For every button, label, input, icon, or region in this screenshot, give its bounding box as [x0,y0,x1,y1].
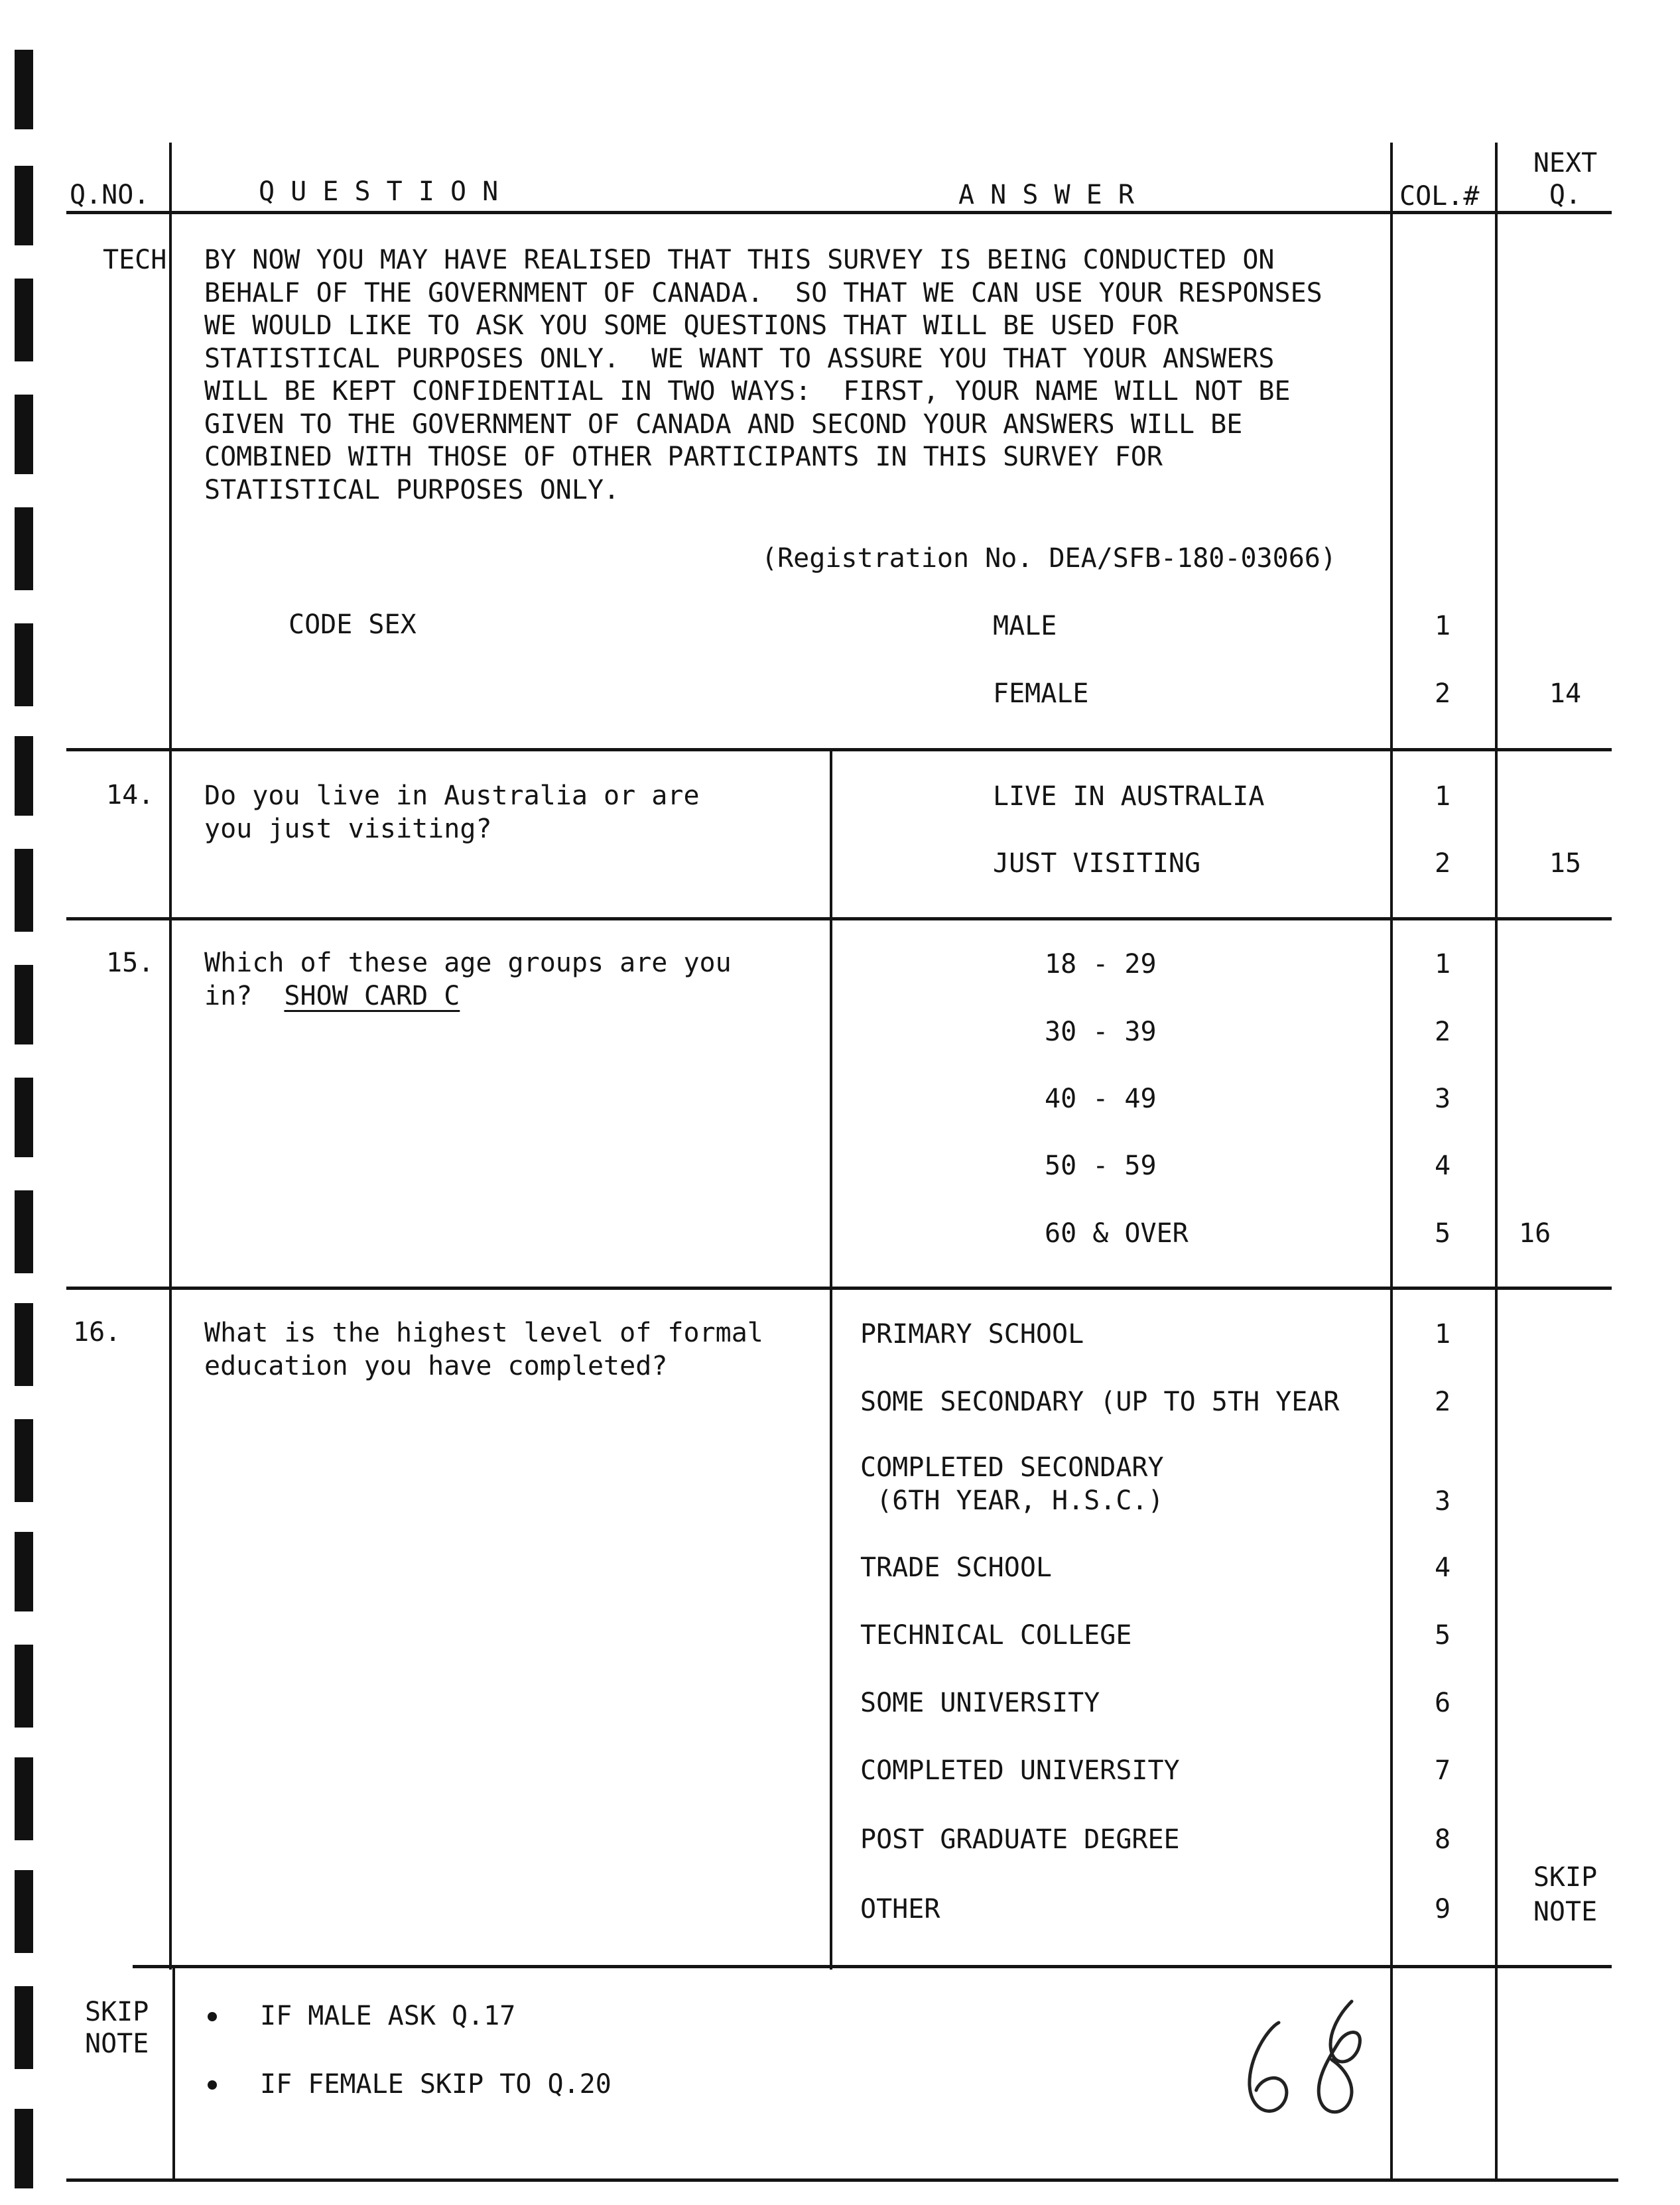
tech-label: TECH [103,245,167,275]
show-card-instruction: SHOW CARD C [284,981,460,1011]
binding-mark [15,1419,33,1502]
q15-option-code: 2 [1434,1017,1451,1047]
q16-option-code: 9 [1434,1894,1451,1924]
binding-mark [15,623,33,706]
header-question: Q U E S T I O N [259,176,499,207]
bullet-icon [208,2080,217,2090]
q15-option-label: 30 - 39 [1045,1017,1157,1047]
registration-number: (Registration No. DEA/SFB-180-03066) [761,543,1336,574]
skip-instruction: IF FEMALE SKIP TO Q.20 [260,2069,612,2100]
q14-text: Do you live in Australia or are you just visiting? [204,781,700,844]
binding-mark [15,736,33,816]
q16-option-label: COMPLETED UNIVERSITY [860,1755,1180,1786]
option-female-code: 2 [1434,678,1451,709]
q16-option-code: 5 [1434,1620,1451,1651]
binding-mark [15,1645,33,1728]
q15-option-label: 40 - 49 [1045,1084,1157,1114]
q16-option-code: 8 [1434,1824,1451,1855]
q16-option-code: 7 [1434,1755,1451,1786]
binding-mark [15,1986,33,2069]
bullet-icon [208,2012,217,2021]
q15-option-next: 16 [1519,1218,1551,1249]
q15-text-line2-prefix: in? [204,981,285,1011]
q15-option-label: 50 - 59 [1045,1151,1157,1181]
q15-option-code: 1 [1434,949,1451,979]
code-sex-label: CODE SEX [289,609,417,640]
q15-option-label: 60 & OVER [1045,1218,1189,1249]
q16-option-code: 3 [1434,1486,1451,1517]
q16-option-code: 6 [1434,1688,1451,1718]
binding-mark [15,507,33,590]
binding-mark [15,1078,33,1157]
skip-instruction: IF MALE ASK Q.17 [260,2001,516,2031]
header-qno: Q.NO. [70,180,150,210]
q15-option-code: 3 [1434,1084,1451,1114]
skip-note-label: SKIP [85,1997,149,2027]
binding-mark [15,166,33,245]
option-male-code: 1 [1434,611,1451,641]
q16-option-label: OTHER [860,1894,940,1924]
q15-option-code: 5 [1434,1218,1451,1249]
q16-option-next: SKIP NOTE [1533,1862,1598,1927]
binding-mark [15,1757,33,1840]
tech-intro-text: BY NOW YOU MAY HAVE REALISED THAT THIS SURVEY IS BEING CONDUCTED ON BEHALF OF THE GOVERNMENT OF CANADA. SO THAT WE CAN USE YOUR RESPONSES WE WOULD LIKE TO ASK YOU SOME QUESTIONS THAT WILL BE USED FOR STATISTICAL PURPOSES ONLY. WE WANT TO ASSURE YOU THAT YOUR ANSWERS WILL BE KEPT CONFIDENTIAL IN TWO WAYS: FIRST, YOUR NAME WILL NOT BE GIVEN TO THE GOVERNMENT OF CANADA AND SECOND YOUR ANSWERS WILL BE COMBINED WITH THOSE OF OTHER PARTICIPANTS IN THIS SURVEY FOR STATISTICAL PURPOSES ONLY. [204,245,1323,505]
q16-option-code: 1 [1434,1319,1451,1350]
binding-mark [15,965,33,1044]
q15-text-line2 [204,980,460,1012]
q14-number: 14. [106,780,155,810]
option-female-label: FEMALE [993,678,1089,709]
q14-option-code: 2 [1434,848,1451,879]
binding-mark [15,849,33,932]
header-next-line1: NEXT [1533,148,1598,178]
binding-mark [15,395,33,474]
skip-note-label: NOTE [85,2029,149,2059]
binding-mark [15,2109,33,2188]
q16-number: 16. [73,1317,121,1348]
header-next-line2: Q. [1549,180,1582,210]
q14-option-label: LIVE IN AUSTRALIA [993,781,1265,812]
q15-text: Which of these age groups are you [204,948,732,978]
option-male-label: MALE [993,611,1057,641]
q16-option-label: POST GRADUATE DEGREE [860,1824,1180,1855]
q14-option-next: 15 [1549,848,1582,879]
q15-option-code: 4 [1434,1151,1451,1181]
q15-option-label: 18 - 29 [1045,949,1157,979]
q16-option-code: 2 [1434,1387,1451,1417]
option-female-next: 14 [1549,678,1582,709]
header-answer: A N S W E R [958,180,1134,210]
binding-mark [15,1532,33,1611]
q16-option-label: SOME UNIVERSITY [860,1688,1100,1718]
binding-mark [15,1303,33,1386]
q14-option-label: JUST VISITING [993,848,1201,879]
q16-option-label: TECHNICAL COLLEGE [860,1620,1132,1651]
q16-option-label: PRIMARY SCHOOL [860,1319,1084,1350]
binding-mark [15,1190,33,1273]
header-col: COL.# [1399,181,1480,212]
q14-option-code: 1 [1434,781,1451,812]
q16-option-label: COMPLETED SECONDARY (6TH YEAR, H.S.C.) [860,1452,1164,1516]
binding-mark [15,50,33,129]
q16-option-label: SOME SECONDARY (UP TO 5TH YEAR [860,1387,1340,1417]
q16-option-code: 4 [1434,1552,1451,1583]
handwritten-68-mark [1227,1989,1399,2135]
q16-option-label: TRADE SCHOOL [860,1552,1052,1583]
q15-number: 15. [106,948,155,978]
q16-text: What is the highest level of formal education you have completed? [204,1318,763,1381]
binding-mark [15,279,33,361]
binding-mark [15,1870,33,1953]
